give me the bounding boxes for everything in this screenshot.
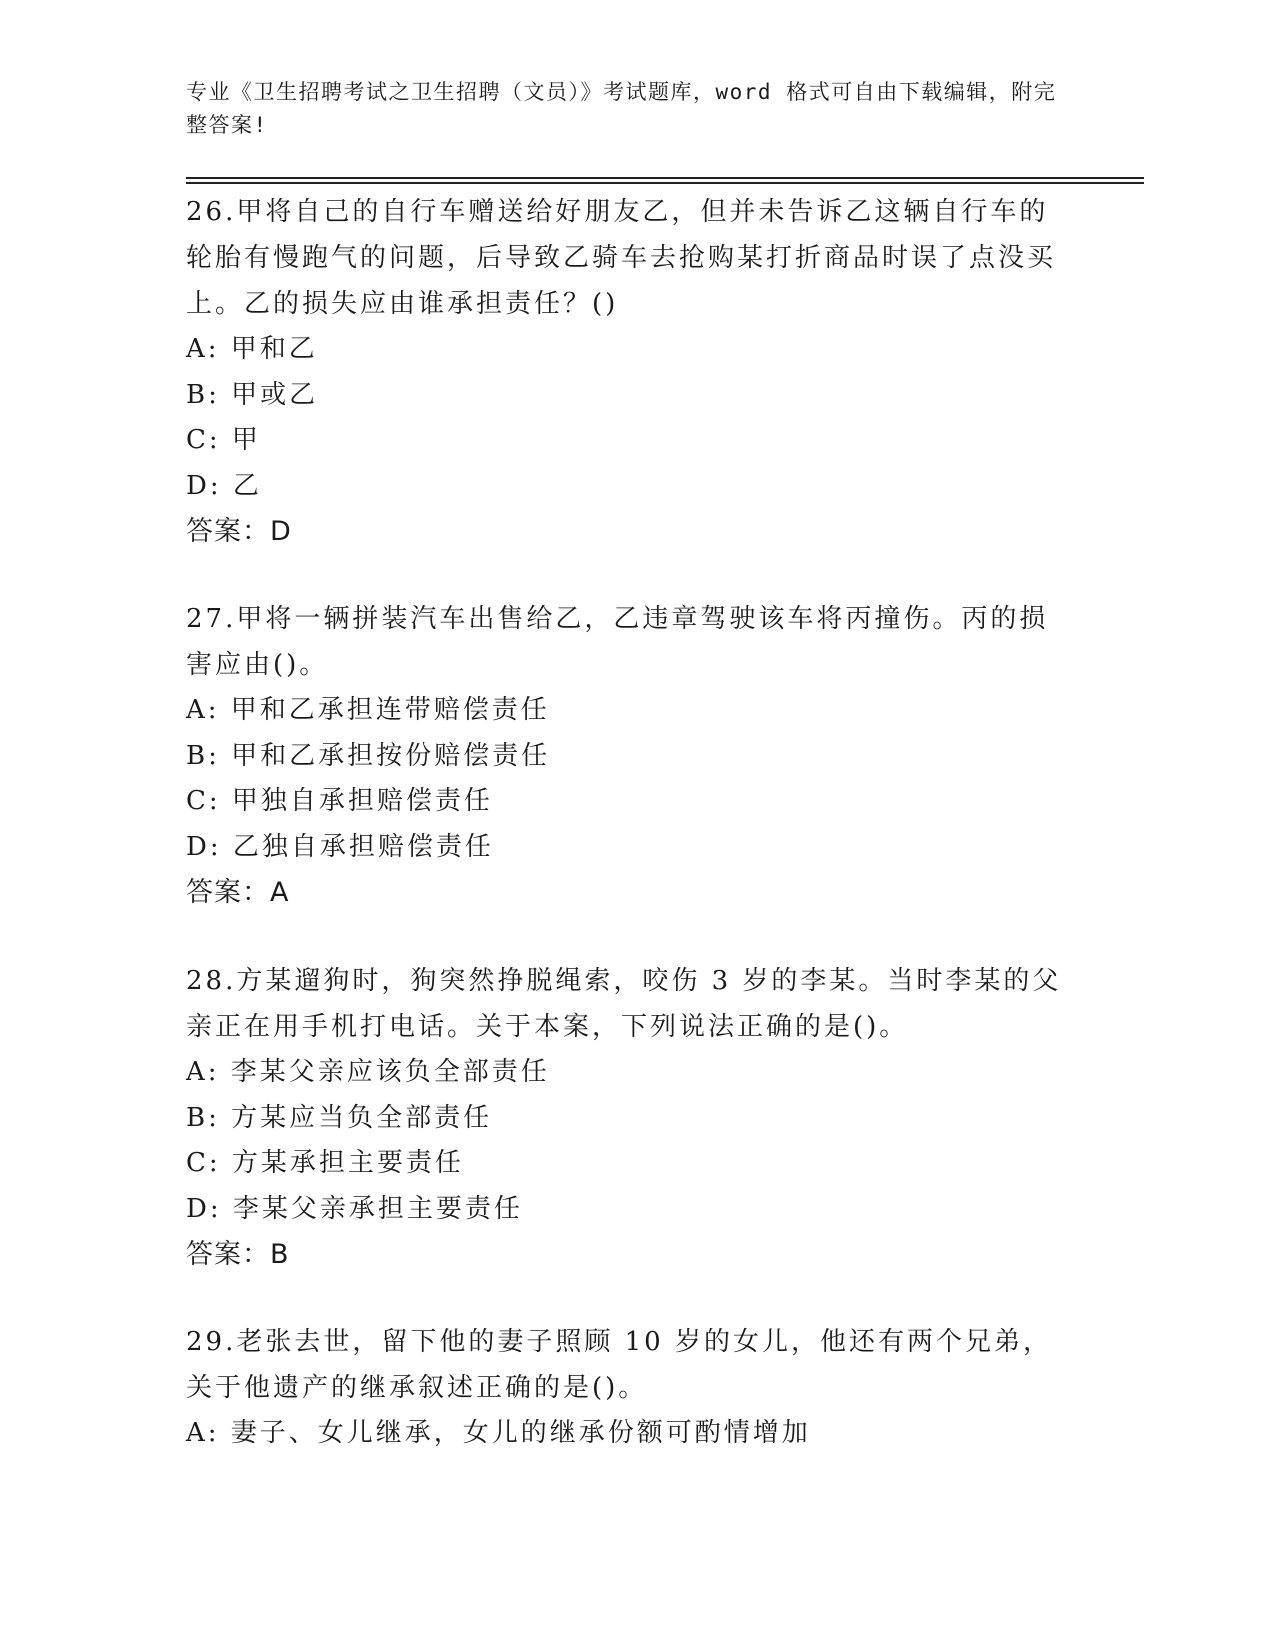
- option-d: D: 李某父亲承担主要责任: [186, 1193, 523, 1224]
- option-a: A: 甲和乙: [186, 334, 318, 364]
- question-28: [186, 958, 1066, 1278]
- option-b: B: 甲或乙: [186, 379, 319, 410]
- question-stem: 28.方某遛狗时，狗突然挣脱绳索，咬伤 3 岁的李某。当时李某的父亲正在用手机打电话。关于本案，下列说法正确的是()。: [186, 966, 1062, 1042]
- question-stem: 27.甲将一辆拼装汽车出售给乙，乙违章驾驶该车将丙撞伤。丙的损害应由()。: [186, 604, 1049, 680]
- answer-line: 答案：B: [186, 1239, 290, 1270]
- header-divider-top: [186, 177, 1144, 179]
- option-c: C: 方某承担主要责任: [186, 1148, 464, 1178]
- option-c: C: 甲独自承担赔偿责任: [186, 786, 493, 816]
- question-27: [186, 596, 1066, 916]
- option-b: B: 甲和乙承担按份赔偿责任: [186, 740, 551, 771]
- question-29: [186, 1319, 1066, 1457]
- question-stem: 29.老张去世，留下他的妻子照顾 10 岁的女儿，他还有两个兄弟，关于他遗产的继承叙述正确的是()。: [186, 1327, 1052, 1403]
- option-d: D: 乙: [186, 470, 262, 501]
- option-a: A: 甲和乙承担连带赔偿责任: [186, 695, 550, 725]
- option-a: A: 李某父亲应该负全部责任: [186, 1057, 550, 1087]
- option-c: C: 甲: [186, 425, 261, 455]
- document-header: 专业《卫生招聘考试之卫生招聘（文员）》考试题库，word 格式可自由下载编辑，附完整答案!: [186, 80, 1057, 137]
- option-b: B: 方某应当负全部责任: [186, 1102, 493, 1133]
- answer-line: 答案：D: [186, 516, 292, 547]
- option-d: D: 乙独自承担赔偿责任: [186, 831, 494, 862]
- header-divider-bottom: [186, 182, 1144, 184]
- question-26: [186, 189, 1066, 555]
- option-a: A: 妻子、女儿继承，女儿的继承份额可酌情增加: [186, 1418, 811, 1448]
- answer-line: 答案：A: [186, 877, 290, 908]
- question-stem: 26.甲将自己的自行车赠送给好朋友乙，但并未告诉乙这辆自行车的轮胎有慢跑气的问题，后导致乙骑车去抢购某打折商品时误了点没买上。乙的损失应由谁承担责任？(): [186, 197, 1057, 319]
